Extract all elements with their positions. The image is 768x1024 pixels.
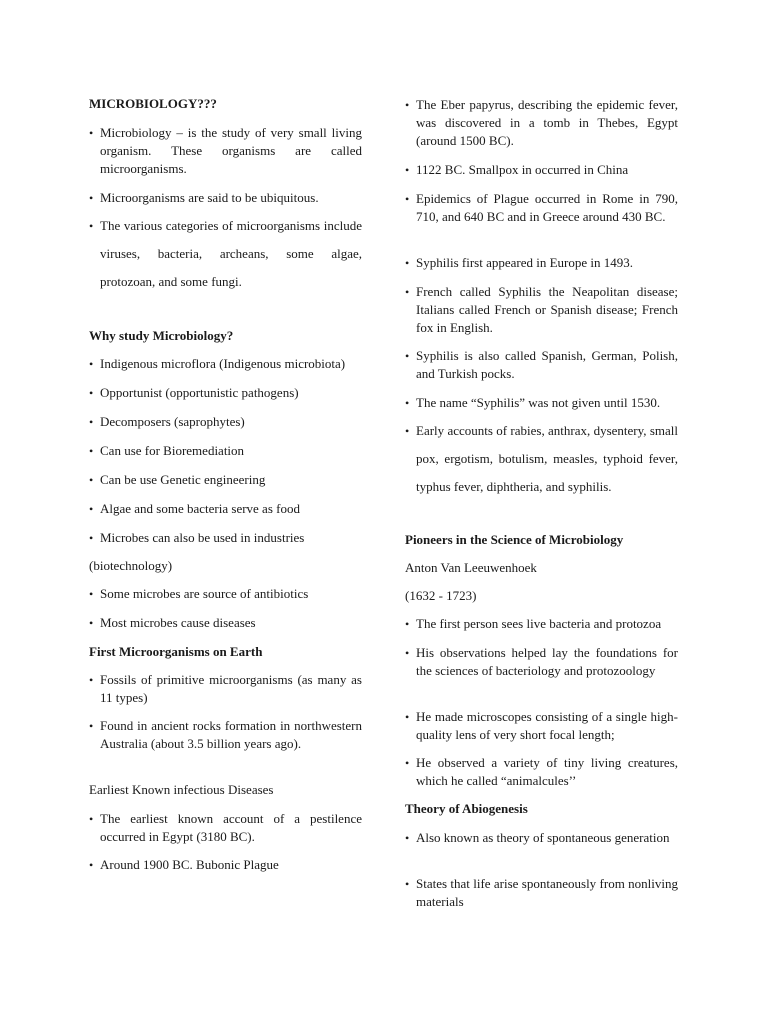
list-item-text: Opportunist (opportunistic pathogens) [100,385,299,400]
list-item-text: He made microscopes consisting of a single high-quality lens of very short focal length; [416,709,678,742]
list-item [89,671,362,707]
list-item-text: Found in ancient rocks formation in northwestern Australia (about 3.5 billion years ago). [100,718,362,751]
list-item-text: His observations helped lay the foundations for the sciences of bacteriology and protozoology [416,645,678,678]
bullet-icon: • [89,191,94,205]
list-item [89,614,362,632]
list-item-text: Can be use Genetic engineering [100,472,266,487]
list-item-text: He observed a variety of tiny living creatures, which he called “animalcules’’ [416,755,678,788]
list-item [89,717,362,753]
bullet-icon: • [89,415,94,429]
bullet-icon: • [405,424,410,438]
list-item [89,529,362,547]
bullet-icon: • [405,877,410,891]
list-item [405,829,678,847]
list-item [89,189,362,207]
bullet-icon: • [89,357,94,371]
list-item-text: Indigenous microflora (Indigenous microbiota) [100,356,346,371]
list-item [89,471,362,489]
list-item [89,500,362,518]
list-item [405,754,678,790]
list-item-text: Most microbes cause diseases [100,615,256,630]
list-item [405,708,678,744]
bullet-icon: • [405,646,410,660]
bullet-icon: • [89,616,94,630]
bullet-icon: • [89,587,94,601]
list-item-text: Algae and some bacteria serve as food [100,501,300,516]
section-subheading: Earliest Known infectious Diseases [89,782,274,797]
list-item-text: Syphilis first appeared in Europe in 1493. [416,255,633,270]
bullet-icon: • [405,710,410,724]
list-item [89,384,362,402]
list-item-text: States that life arise spontaneously from nonliving materials [416,876,678,909]
bullet-icon: • [89,673,94,687]
section-heading: First Microorganisms on Earth [89,644,263,659]
section-heading: Theory of Abiogenesis [405,801,528,816]
list-item [405,283,678,337]
list-item-text: The earliest known account of a pestilence occurred in Egypt (3180 BC). [100,811,362,844]
list-item [405,615,678,633]
list-item-text: The first person sees live bacteria and protozoa [416,616,662,631]
bullet-icon: • [405,98,410,112]
pioneer-name: Anton Van Leeuwenhoek [405,560,537,575]
list-item [89,212,362,296]
bullet-icon: • [405,349,410,363]
bullet-icon: • [89,126,94,140]
bullet-icon: • [405,756,410,770]
list-item-text: Fossils of primitive microorganisms (as many as 11 types) [100,672,362,705]
list-item-text: Some microbes are source of antibiotics [100,586,309,601]
bullet-icon: • [405,396,410,410]
section-heading: Why study Microbiology? [89,328,234,343]
bullet-icon: • [405,256,410,270]
list-item-text: The Eber papyrus, describing the epidemic fever, was discovered in a tomb in Thebes, Egypt (around 1500 BC). [416,97,678,148]
bullet-icon: • [405,192,410,206]
bullet-icon: • [89,531,94,545]
bullet-icon: • [405,163,410,177]
list-item [89,810,362,846]
list-item [405,394,678,412]
list-item-text: Can use for Bioremediation [100,443,245,458]
bullet-icon: • [89,719,94,733]
list-item-text: The various categories of microorganisms include viruses, bacteria, archeans, some algae, protozoan, and some fungi. [100,218,362,289]
list-item-text: Around 1900 BC. Bubonic Plague [100,857,279,872]
bullet-icon: • [89,858,94,872]
bullet-icon: • [89,386,94,400]
list-item [89,856,362,874]
list-item-text: Syphilis is also called Spanish, German, Polish, and Turkish pocks. [416,348,678,381]
list-item [89,413,362,431]
list-item [405,190,678,226]
continuation-text: (biotechnology) [89,558,173,573]
bullet-icon: • [89,473,94,487]
page-title: MICROBIOLOGY??? [89,96,217,111]
list-item [89,585,362,603]
list-item-text: Microorganisms are said to be ubiquitous. [100,190,319,205]
list-item [405,875,678,911]
list-item [89,355,362,373]
list-item [89,124,362,178]
list-item-text: Also known as theory of spontaneous generation [416,830,670,845]
list-item-text: Microbes can also be used in industries [100,530,305,545]
list-item [405,347,678,383]
list-item-text: 1122 BC. Smallpox in occurred in China [416,162,629,177]
bullet-icon: • [405,285,410,299]
list-item-text: Decomposers (saprophytes) [100,414,245,429]
list-item-text: Microbiology – is the study of very small living organism. These organisms are called microorganisms. [100,125,362,176]
bullet-icon: • [89,219,94,233]
bullet-icon: • [89,444,94,458]
section-heading: Pioneers in the Science of Microbiology [405,532,624,547]
list-item [405,96,678,150]
bullet-icon: • [89,502,94,516]
list-item [405,417,678,501]
list-item [89,442,362,460]
list-item [405,644,678,680]
bullet-icon: • [405,617,410,631]
list-item-text: French called Syphilis the Neapolitan disease; Italians called French or Spanish disease; French fox in English. [416,284,678,335]
list-item-text: The name “Syphilis” was not given until 1530. [416,395,661,410]
bullet-icon: • [89,812,94,826]
list-item-text: Epidemics of Plague occurred in Rome in 790, 710, and 640 BC and in Greece around 430 BC. [416,191,678,224]
bullet-icon: • [405,831,410,845]
list-item [405,161,678,179]
list-item-text: Early accounts of rabies, anthrax, dysentery, small pox, ergotism, botulism, measles, typhoid fever, typhus fever, diphtheria, and syphilis. [416,423,678,494]
pioneer-years: (1632 - 1723) [405,588,477,603]
list-item [405,254,678,272]
